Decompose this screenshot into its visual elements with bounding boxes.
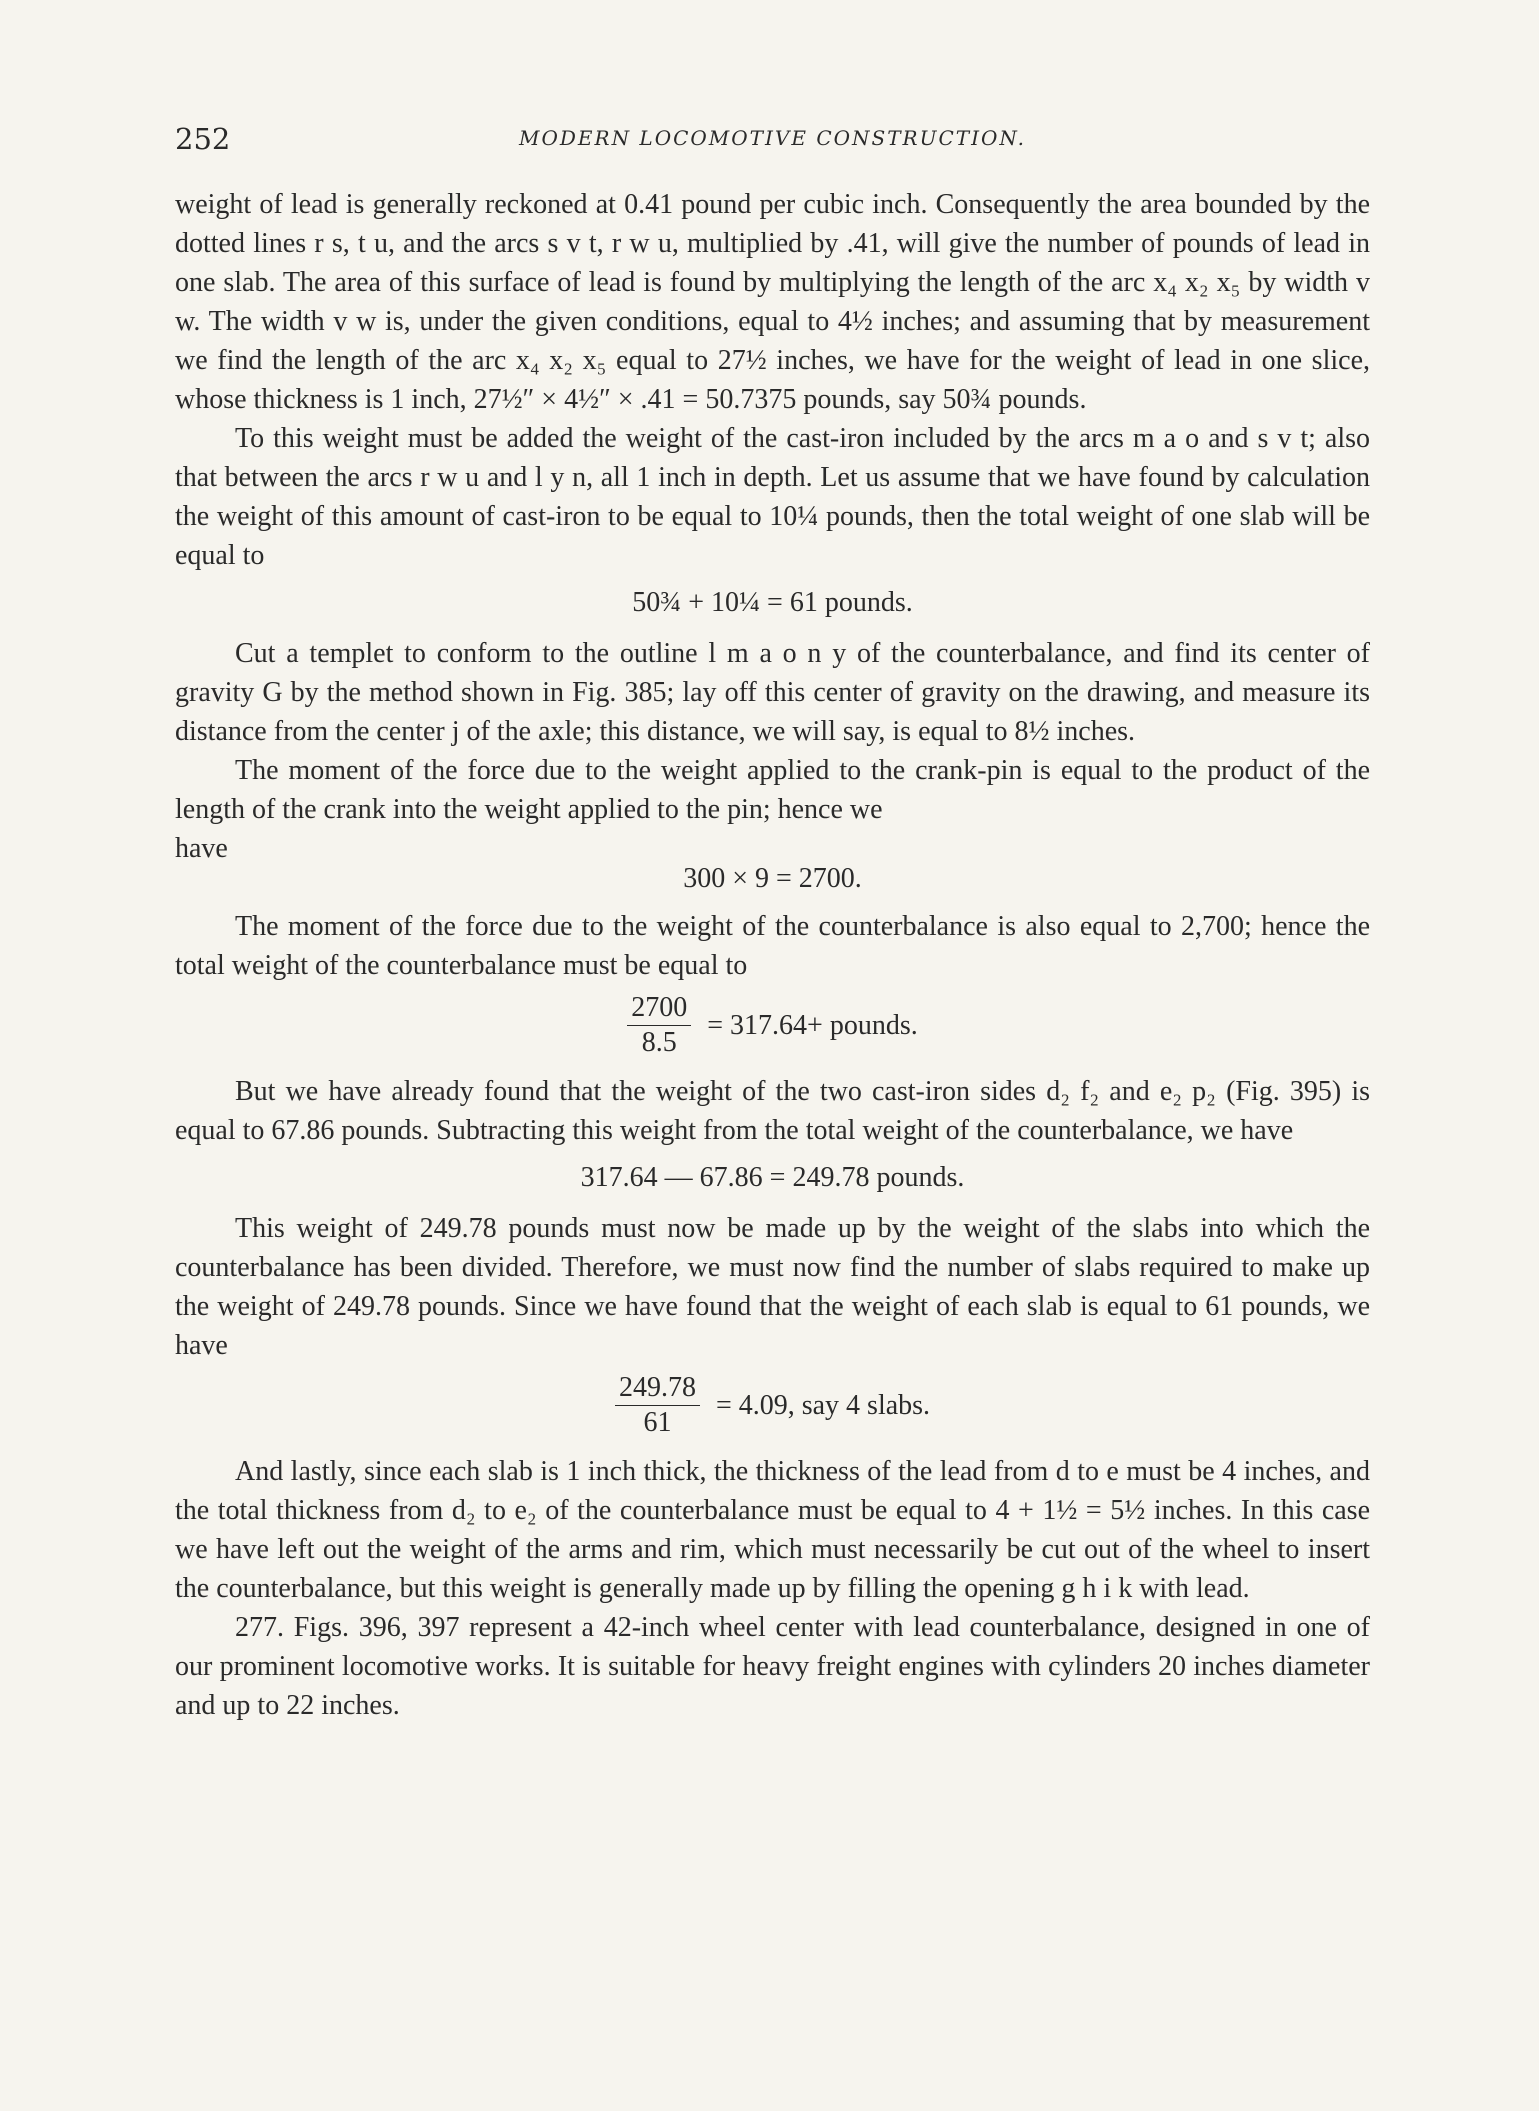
fraction [615,1371,700,1440]
page-header [175,122,1370,162]
paragraph-5: The moment of the force due to the weight of the counterbalance is also equal to 2,700; hence the total weight of the counterbalance must be equal to [175,911,1370,981]
paragraph-7: This weight of 249.78 pounds must now be made up by the weight of the slabs into which the counterbalance has been divided. Therefore, we must now find the number of slabs required to make up the weight of 249.78 pounds. Since we have found that the weight of each slab is equal to 61 pounds, we have [175,1213,1370,1361]
equation-slab-weight: 50¾ + 10¼ = 61 pounds. [632,587,913,618]
fraction-denominator: 8.5 [641,1027,677,1058]
fraction-numerator: 2700 [627,991,691,1026]
equation-slab-count [175,1371,1370,1440]
fraction-result: = 4.09, say 4 slabs. [715,1390,931,1421]
equation-moment: 300 × 9 = 2700. [683,863,862,894]
fraction-result: = 317.64+ pounds. [707,1010,918,1041]
have-equation-row [175,829,1370,907]
paragraph-4: The moment of the force due to the weight applied to the crank-pin is equal to the product of the length of the crank into the weight applied to the pin; hence we [175,755,1370,825]
paragraph-9: 277. Figs. 396, 397 represent a 42-inch wheel center with lead counterbalance, designed in one of our prominent locomotive works. It is suitable for heavy freight engines with cylinders 20 inches diameter and up to 22 inches. [175,1612,1370,1721]
equation-counterbalance-weight [175,991,1370,1060]
paragraph-1: weight of lead is generally reckoned at 0.41 pound per cubic inch. Consequently the area bounded by the dotted lines r s, t u, and the arcs s v t, r w u, multiplied by .41, will give the number of pounds of lead in one slab. The area of this surface of lead is found by multiplying the length of the arc x₄ x₂ x₅ by width v w. The width v w is, under the given conditions, equal to 4½ inches; and assuming that by measurement we find the length of the arc x₄ x₂ x₅ equal to 27½ inches, we have for the weight of lead in one slice, whose thickness is 1 inch, 27½″ × 4½″ × .41 = 50.7375 pounds, say 50¾ pounds. [175,189,1370,415]
paragraph-8: And lastly, since each slab is 1 inch thick, the thickness of the lead from d to e must be 4 inches, and the total thickness from d₂ to e₂ of the counterbalance must be equal to 4 + 1½ = 5½ inches. In this case we have left out the weight of the arms and rim, which must necessarily be cut out of the wheel to insert the counterbalance, but this weight is generally made up by filling the opening g h i k with lead. [175,1456,1370,1604]
paragraph-3: Cut a templet to conform to the outline l m a o n y of the counterbalance, and find its center of gravity G by the method shown in Fig. 385; lay off this center of gravity on the drawing, and measure its distance from the center j of the axle; this distance, we will say, is equal to 8½ inches. [175,638,1370,747]
fraction [627,991,691,1060]
paragraph-4-end: have [175,833,228,864]
paragraph-6: But we have already found that the weight of the two cast-iron sides d₂ f₂ and e₂ p₂ (Fig. 395) is equal to 67.86 pounds. Subtracting this weight from the total weight of the counterbalance, we have [175,1076,1370,1146]
page-body [175,185,1370,1725]
running-title: MODERN LOCOMOTIVE CONSTRUCTION. [519,126,1026,150]
fraction-numerator: 249.78 [615,1371,700,1406]
paragraph-2: To this weight must be added the weight of the cast-iron included by the arcs m a o and s v t; also that between the arcs r w u and l y n, all 1 inch in depth. Let us assume that we have found by calculation the weight of this amount of cast-iron to be equal to 10¼ pounds, then the total weight of one slab will be equal to [175,423,1370,571]
fraction-denominator: 61 [643,1407,672,1438]
equation-subtraction: 317.64 — 67.86 = 249.78 pounds. [580,1162,965,1193]
page-number: 252 [175,122,231,156]
